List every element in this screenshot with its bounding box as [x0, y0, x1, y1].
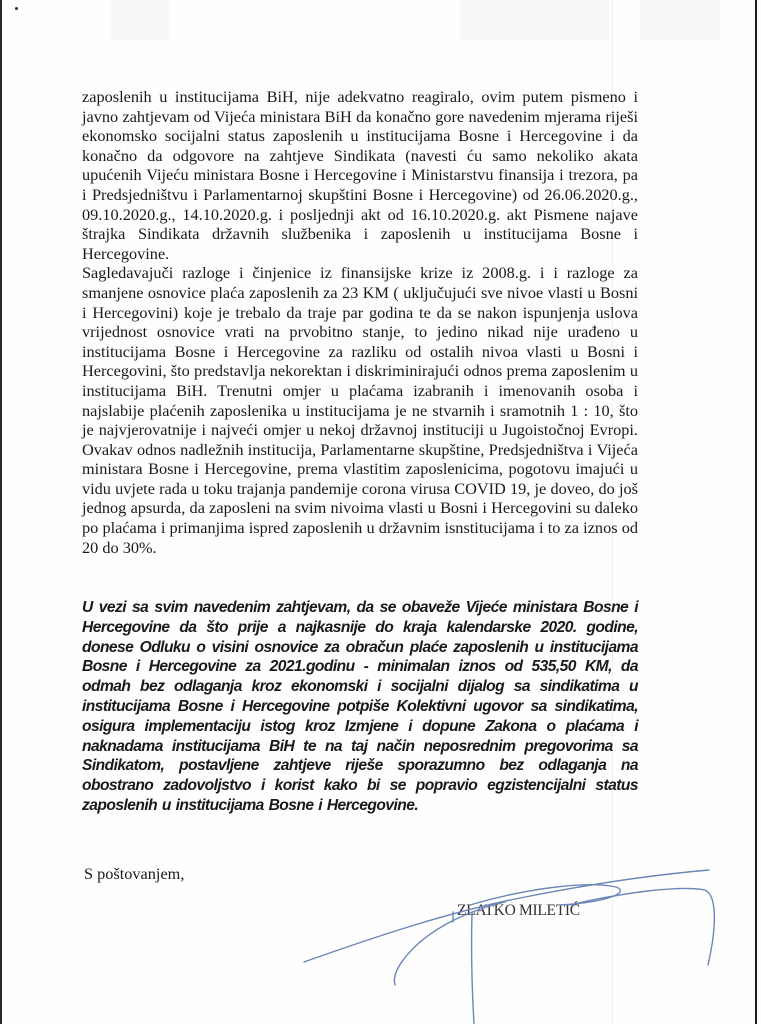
body-paragraph-1: zaposlenih u institucijama BiH, nije adekvatno reagiralo, ovim putem pismeno i javno zahtjevam od Vijeća ministara BiH da konačno gore navedenim mjerama riješi ekonomsko socijalni status zaposlenih u institucijama Bosne i Hercegovine i da konačno da odgovore na zahtjeve Sindikata (navesti ću samo nekoliko akata upućenih Vijeću ministara Bosne i Hercegovine i Ministarstvu finansija i trezora, pa i Predsjedništvu i Parlamentarnoj skupštini Bosne i Hercegovine) od 26.06.2020.g., 09.10.2020.g., 14.10.2020.g. i posljednji akt od 16.10.2020.g. akt Pismene najave štrajka Sindikata državnih službenika i zaposlenih u institucijama Bosne i Hercegovine.: [82, 87, 638, 263]
scan-edge-right: [755, 0, 757, 1024]
signer-name: ZLATKO MILETIĆ: [457, 902, 580, 919]
signature-stroke: [472, 912, 474, 1024]
scan-speck: [15, 7, 18, 10]
scan-bleed-through: [640, 0, 720, 40]
demand-paragraph-block: [82, 598, 638, 816]
scan-edge-left: [0, 0, 2, 1024]
letter-body: [82, 87, 638, 557]
scan-bleed-through: [460, 0, 610, 40]
signature-stroke: [570, 888, 714, 965]
demand-paragraph: U vezi sa svim navedenim zahtjevam, da se obaveže Vijeće ministara Bosne i Hercegovine da što prije a najkasnije do kraja kalendarske 2020. godine, donese Odluku o visini osnovice za obračun plaće zaposlenih u institucijama Bosne i Hercegovine za 2021.godinu - minimalan iznos od 535,50 KM, da odmah bez odlaganja kroz ekonomski i socijalni dijalog sa sindikatima u institucijama Bosne i Hercegovine potpiše Kolektivni ugovor sa sindikatima, osigura implementaciju istog kroz Izmjene i dopune Zakona o plaćama i naknadama institucijama BiH te na taj način neposrednim pregovorima sa Sindikatom, postavljene zahtjeve riješe sporazumno bez odlaganja na obostrano zadovoljstvo i korist kako bi se popravio egzistencijalni status zaposlenih u institucijama Bosne i Hercegovine.: [82, 599, 638, 814]
body-paragraph-2: Sagledavajuči razloge i činjenice iz finansijske krize iz 2008.g. i i razloge za smanjene osnovice plaća zaposlenih za 23 KM ( uključujući sve nivoe vlasti u Bosni i Hercegovini) koje je trebalo da traje par godina te da se nakon ispunjenja uslova vrijednost osnovice vrati na prvobitno stanje, to jedino nikad nije urađeno u institucijama Bosne i Hercegovine za razliku od ostalih nivoa vlasti u Bosni i Hercegovini, što predstavlja nekorektan i diskriminirajući odnos prema zaposlenim u institucijama BiH. Trenutni omjer u plaćama izabranih i imenovanih osoba i najslabije plaćenih zaposlenika u institucijama je ne stvarnih i sramotnih 1 : 10, što je najvjerovatnije i najveći omjer u nekoj državnoj instituciji u Jugoistočnoj Evropi. Ovakav odnos nadležnih institucija, Parlamentarne skupštine, Predsjedništva i Vijeća ministara Bosne i Hercegovine, prema vlastitim zaposlenicima, pogotovu imajući u vidu uvjete rada u toku trajanja pandemije corona virusa COVID 19, je doveo, do još jednog apsurda, da zaposleni na svim nivoima vlasti u Bosni i Hercegovini su daleko po plaćama i primanjima ispred zaposlenih u državnim isnstitucijama i to za iznos od 20 do 30%.: [82, 263, 638, 557]
scan-bleed-through: [110, 0, 170, 40]
closing-salutation: S poštovanjem,: [84, 864, 185, 883]
